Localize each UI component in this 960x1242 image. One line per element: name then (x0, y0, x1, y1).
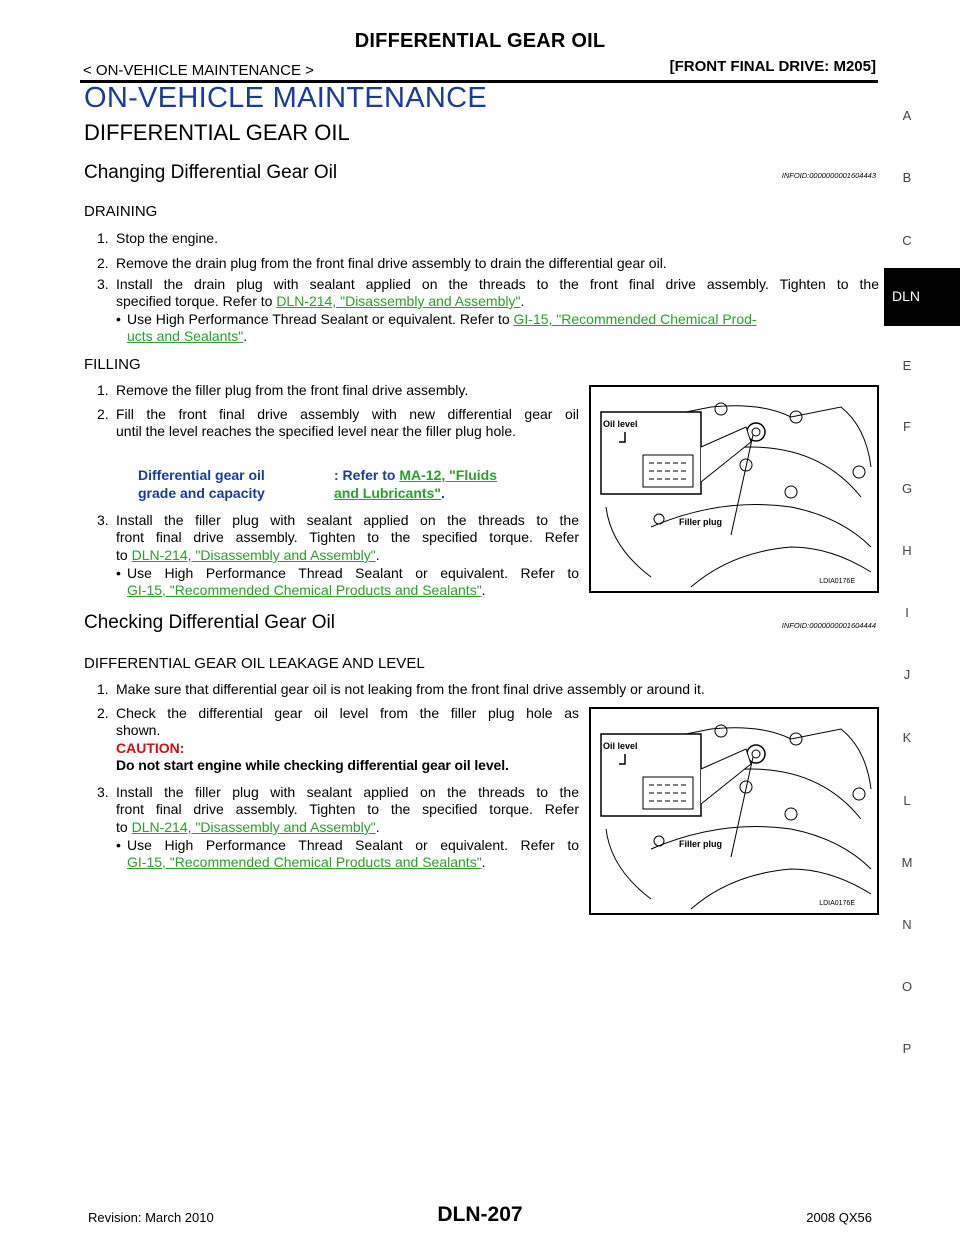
filling-step-2: 2. Fill the front final drive assembly with new differential gear oil until the level reaches the specified level near the filler plug hole. (97, 406, 579, 439)
checking-heading: DIFFERENTIAL GEAR OIL LEAKAGE AND LEVEL (84, 655, 425, 672)
header-section-code: [FRONT FINAL DRIVE: M205] (669, 58, 876, 75)
label-filler-plug-2: Filler plug (679, 839, 723, 849)
page-header-title: DIFFERENTIAL GEAR OIL (354, 30, 606, 52)
label-filler-plug: Filler plug (679, 517, 723, 527)
side-index-m[interactable]: M (901, 855, 913, 870)
caution-text: Do not start engine while checking differential gear oil level. (116, 757, 509, 773)
checking-infoid: INFOID:0000000001604444 (781, 621, 876, 630)
checking-step-3: 3. Install the filler plug with sealant applied on the threads to the front final drive assembly. Tighten to the specified torque. Refer to DLN-214, "Disassembly and Assembly". • Use High Performance Thread Sealant or equivalent. Refer to GI-15, "Recommended Chemical Products and Sealants". (97, 784, 579, 870)
footer-revision: Revision: March 2010 (88, 1210, 214, 1225)
header-breadcrumb: < ON-VEHICLE MAINTENANCE > (83, 62, 314, 79)
draining-heading: DRAINING (84, 203, 158, 220)
link-dln-214-checking[interactable]: DLN-214, "Disassembly and Assembly" (131, 819, 376, 835)
link-dln-214[interactable]: DLN-214, "Disassembly and Assembly" (276, 293, 521, 309)
section-title: ON-VEHICLE MAINTENANCE (84, 82, 487, 114)
spec-value: : Refer to MA-12, "Fluids and Lubricants". (334, 467, 497, 501)
side-index-dln: DLN (892, 288, 921, 304)
filling-step-3: 3. Install the filler plug with sealant applied on the threads to the front final drive assembly. Tighten to the specified torque. Refer to DLN-214, "Disassembly and Assembly". • Use High Performance Thread Sealant or equivalent. Refer to GI-15, "Recommended Chemical Products and Sealants". (97, 512, 579, 598)
footer-model: 2008 QX56 (806, 1210, 872, 1225)
side-index-h[interactable]: H (902, 543, 912, 558)
checking-title: Checking Differential Gear Oil (84, 612, 335, 633)
figure-code: LDIA0176E (819, 578, 855, 585)
side-index-b[interactable]: B (902, 170, 912, 185)
side-index-k[interactable]: K (902, 730, 912, 745)
figure-filler-plug-2 (589, 707, 879, 915)
side-index-g[interactable]: G (901, 481, 913, 496)
figure-filler-plug-1 (589, 385, 879, 593)
side-index-i[interactable]: I (905, 605, 909, 620)
filling-heading: FILLING (84, 356, 141, 373)
link-gi-15-cont[interactable]: ucts and Sealants" (127, 328, 244, 344)
side-index-p[interactable]: P (902, 1041, 912, 1056)
label-oil-level-2: Oil level (603, 741, 638, 751)
side-index-c[interactable]: C (902, 233, 912, 248)
figure-code-2: LDIA0176E (819, 900, 855, 907)
spec-label: Differential gear oil grade and capacity (138, 467, 265, 501)
side-index-f[interactable]: F (903, 419, 911, 434)
link-gi-15-checking[interactable]: GI-15, "Recommended Chemical Products and Sealants" (127, 854, 482, 870)
link-dln-214-filling[interactable]: DLN-214, "Disassembly and Assembly" (131, 547, 376, 563)
final-drive-illustration (591, 387, 877, 591)
label-oil-level: Oil level (603, 419, 638, 429)
side-index-o[interactable]: O (901, 979, 913, 994)
draining-step-3: 3. Install the drain plug with sealant applied on the threads to the front final drive assembly. Tighten to the specified torque. Refer to DLN-214, "Disassembly and Assembly". • Use High Performance Thread Sealant or equivalent. Refer to GI-15, "Recommended Chemical Prod- ucts and Sealants". (97, 276, 879, 344)
final-drive-illustration-2 (591, 709, 877, 913)
side-index-l[interactable]: L (903, 793, 911, 808)
side-index-active-tab[interactable] (884, 268, 960, 326)
side-index-a[interactable]: A (902, 108, 912, 123)
side-index-e[interactable]: E (902, 358, 912, 373)
subsection-title: DIFFERENTIAL GEAR OIL (84, 120, 350, 145)
checking-step-2: 2. Check the differential gear oil level from the filler plug hole as shown. CAUTION: Do not start engine while checking differential gear oil level. (97, 705, 579, 773)
changing-infoid: INFOID:0000000001604443 (781, 171, 876, 180)
side-index-n[interactable]: N (902, 917, 912, 932)
side-index-j[interactable]: J (903, 667, 911, 682)
link-ma-12-cont[interactable]: and Lubricants" (334, 485, 441, 501)
changing-title: Changing Differential Gear Oil (84, 162, 338, 183)
caution-label: CAUTION: (116, 740, 185, 756)
link-ma-12[interactable]: MA-12, "Fluids (399, 467, 497, 483)
footer-page-number: DLN-207 (437, 1203, 523, 1226)
link-gi-15[interactable]: GI-15, "Recommended Chemical Prod- (513, 311, 757, 327)
link-gi-15-filling[interactable]: GI-15, "Recommended Chemical Products and Sealants" (127, 582, 482, 598)
